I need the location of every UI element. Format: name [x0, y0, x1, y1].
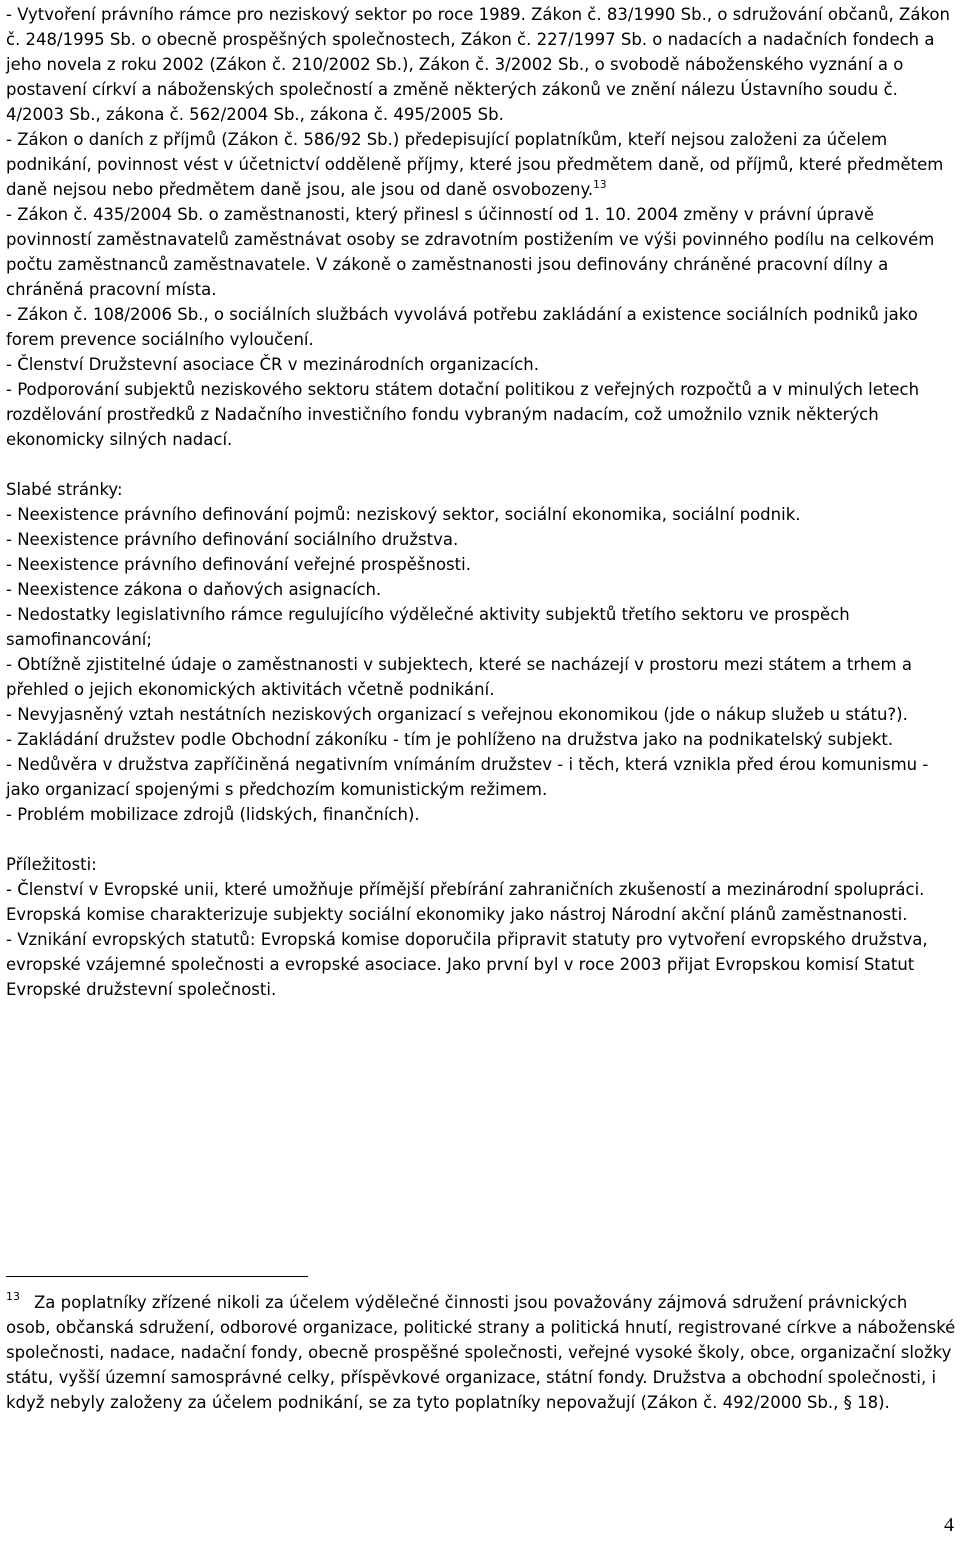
income-tax-text: - Zákon o daních z příjmů (Zákon č. 586/92 Sb.) předepisující poplatníkům, kteří nejsou založeni za účelem podnikání, povinnost vést v účetnictví odděleně příjmy, které jsou předmětem daně, od příjmů, které předmětem daně nejsou nebo předmětem daně jsou, ale jsou od daně osvobozeny. — [6, 130, 944, 199]
paragraph-social-services-law: - Zákon č. 108/2006 Sb., o sociálních službách vyvolává potřebu zakládání a existence sociálních podniků jako forem prevence sociálního vyloučení. — [6, 305, 918, 349]
weaknesses-section — [6, 477, 956, 827]
opportunities-title: Příležitosti: — [6, 855, 97, 874]
weakness-item: - Zakládání družstev podle Obchodní zákoníku - tím je pohlíženo na družstva jako na podnikatelský subjekt. — [6, 730, 894, 749]
footnote-reference[interactable]: 13 — [593, 179, 607, 191]
weakness-item: - Nedůvěra v družstva zapříčiněná negativním vnímáním družstev - i těch, která vznikla před érou komunismu - jako organizací spojenými s předchozím komunistickým režimem. — [6, 755, 929, 799]
paragraph-employment-law: - Zákon č. 435/2004 Sb. o zaměstnanosti, který přinesl s účinností od 1. 10. 2004 změny v právní úpravě povinností zaměstnavatelů zaměstnávat osoby se zdravotním postižením ve výši povinného podílu na celkovém počtu zaměstnanců zaměstnavatele. V zákoně o zaměstnanosti jsou definovány chráněné pracovní dílny a chráněná pracovní místa. — [6, 205, 935, 299]
weakness-item: - Problém mobilizace zdrojů (lidských, finančních). — [6, 805, 420, 824]
opportunity-item: - Členství v Evropské unii, které umožňuje přímější přebírání zahraničních zkušeností a mezinárodní spolupráci. Evropská komise charakterizuje subjekty sociální ekonomiky jako nástroj Národní akční plánů zaměstnanosti. — [6, 880, 925, 924]
weakness-item: - Neexistence právního definování veřejné prospěšnosti. — [6, 555, 471, 574]
paragraph-cooperative-membership: - Členství Družstevní asociace ČR v mezinárodních organizacích. — [6, 355, 539, 374]
section-gap — [6, 827, 956, 852]
weakness-item: - Neexistence právního definování sociálního družstva. — [6, 530, 459, 549]
footnote-number: 13 — [6, 1290, 20, 1303]
weakness-item: - Nevyjasněný vztah nestátních neziskových organizací s veřejnou ekonomikou (jde o nákup služeb u státu?). — [6, 705, 908, 724]
footnote-13 — [6, 1290, 956, 1415]
paragraph-state-support: - Podporování subjektů neziskového sektoru státem dotační politikou z veřejných rozpočtů a v minulých letech rozdělování prostředků z Nadačního investičního fondu vybraným nadacím, což umožnilo vznik některých ekonomicky silných nadací. — [6, 380, 920, 449]
weakness-item: - Obtížně zjistitelné údaje o zaměstnanosti v subjektech, které se nacházejí v prostoru mezi státem a trhem a přehled o jejich ekonomických aktivitách včetně podnikání. — [6, 655, 912, 699]
weakness-item: - Neexistence zákona o daňových asignacích. — [6, 580, 382, 599]
footnote-separator — [6, 1276, 308, 1277]
paragraph-income-tax-law — [6, 127, 956, 202]
opportunity-item: - Vznikání evropských statutů: Evropská komise doporučila připravit statuty pro vytvoření evropského družstva, evropské vzájemné společnosti a evropské asociace. Jako první byl v roce 2003 přijat Evropskou komisí Statut Evropské družstevní společnosti. — [6, 930, 928, 999]
document-body — [6, 2, 956, 1002]
strengths-continued — [6, 2, 956, 452]
weakness-item: - Neexistence právního definování pojmů: neziskový sektor, sociální ekonomika, sociální podnik. — [6, 505, 801, 524]
opportunities-section — [6, 852, 956, 1002]
weaknesses-title: Slabé stránky: — [6, 480, 123, 499]
paragraph-legal-framework: - Vytvoření právního rámce pro neziskový sektor po roce 1989. Zákon č. 83/1990 Sb., o sdružování občanů, Zákon č. 248/1995 Sb. o obecně prospěšných společnostech, Zákon č. 227/1997 Sb. o nadacích a nadačních fondech a jeho novela z roku 2002 (Zákon č. 210/2002 Sb.), Zákon č. 3/2002 Sb., o svobodě náboženského vyznání a o postavení církví a náboženských společností a změně některých zákonů ve znění nálezu Ústavního soudu č. 4/2003 Sb., zákona č. 562/2004 Sb., zákona č. 495/2005 Sb. — [6, 5, 950, 124]
weakness-item: - Nedostatky legislativního rámce regulujícího výdělečné aktivity subjektů třetího sektoru ve prospěch samofinancování; — [6, 605, 850, 649]
footnote-text: Za poplatníky zřízené nikoli za účelem výdělečné činnosti jsou považovány zájmová sdružení právnických osob, občanská sdružení, odborové organizace, politické strany a politická hnutí, registrované církve a náboženské společnosti, nadace, nadační fondy, obecně prospěšné společnosti, veřejné vysoké školy, obce, organizační složky státu, vyšší územní samosprávné celky, příspěvkové organizace, státní fondy. Družstva a obchodní společnosti, i když nebyly založeny za účelem podnikání, se za tyto poplatníky nepovažují (Zákon č. 492/2000 Sb., § 18). — [6, 1293, 956, 1412]
page-number: 4 — [944, 1514, 954, 1536]
section-gap — [6, 452, 956, 477]
